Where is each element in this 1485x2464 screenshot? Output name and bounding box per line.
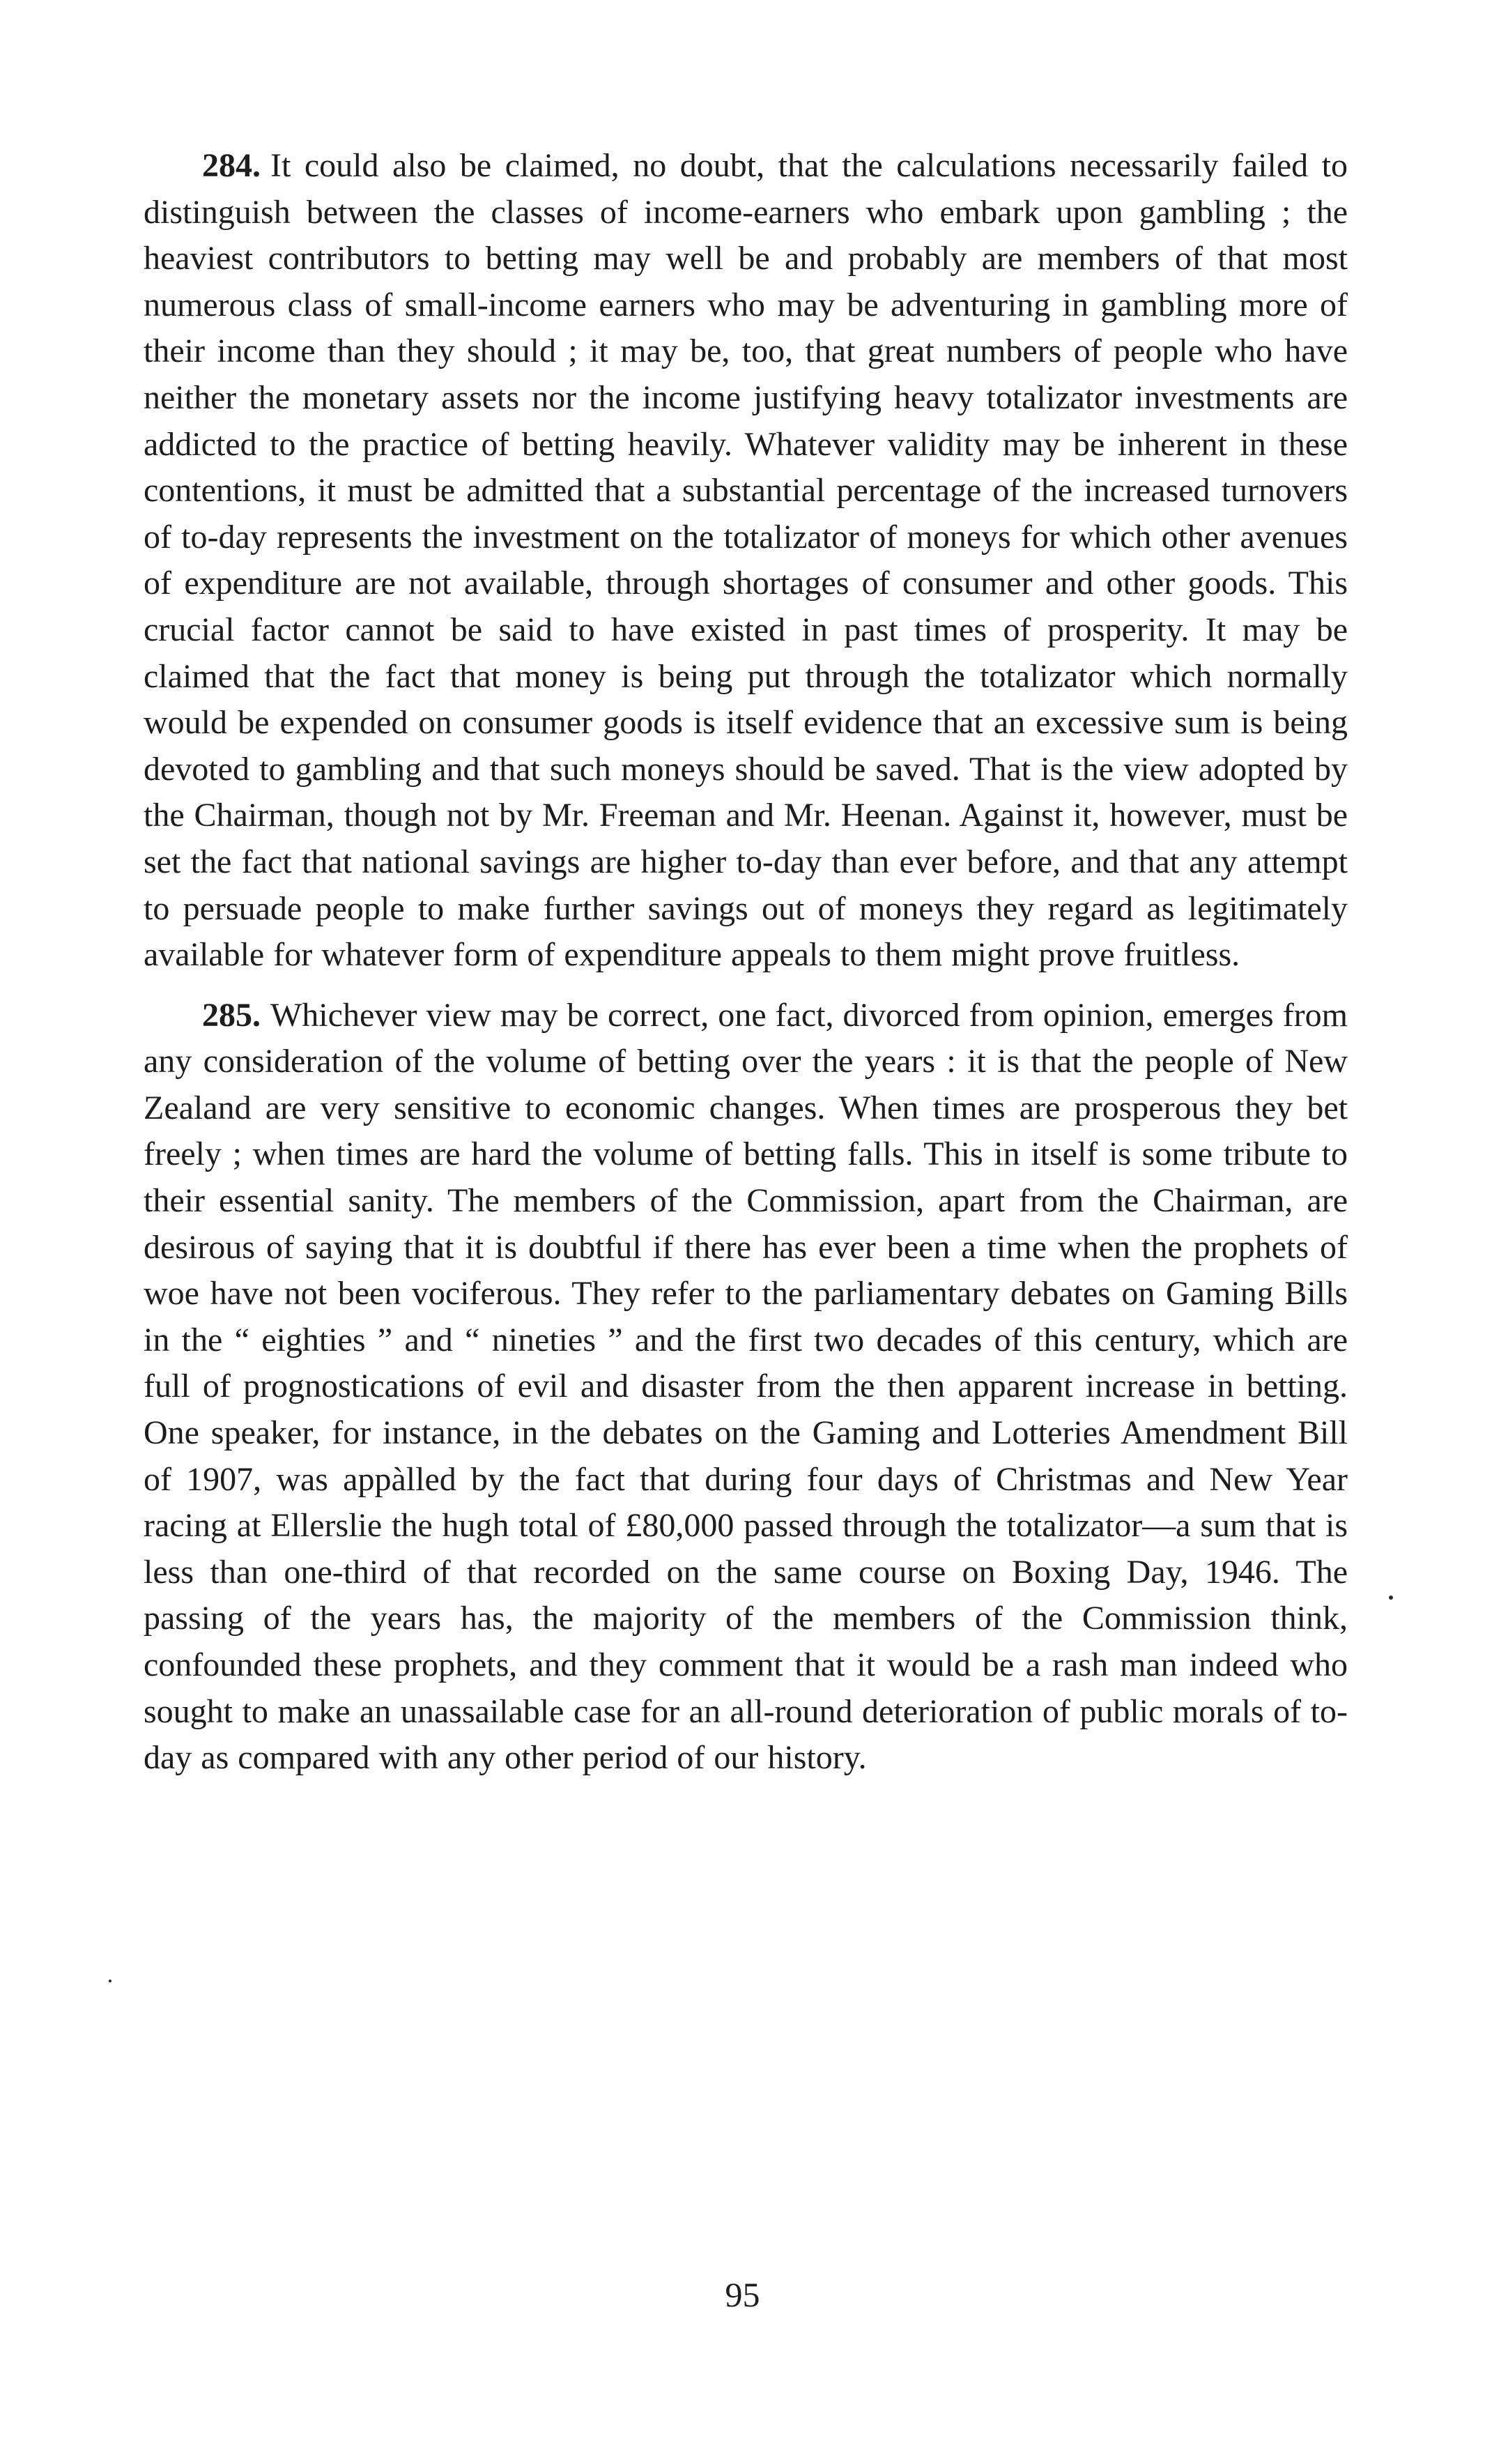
paragraph-284 xyxy=(144,143,1348,979)
document-page xyxy=(144,143,1348,1782)
paragraph-285 xyxy=(144,993,1348,1782)
paragraph-text: It could also be claimed, no doubt, that the calculations necessarily failed to distinguish between the classes of income-earners who embark upon gambling ; the heaviest contributors to betting may well be and probably are members of that most numerous class of small-income earners who may be adventuring in gambling more of their income than they should ; it may be, too, that great numbers of people who have neither the monetary assets nor the income justifying heavy totalizator investments are addicted to the practice of betting heavily. Whatever validity may be inherent in these contentions, it must be admitted that a substantial percentage of the increased turnovers of to-day represents the investment on the totalizator of moneys for which other avenues of expenditure are not available, through shortages of consumer and other goods. This crucial factor cannot be said to have existed in past times of prosperity. It may be claimed that the fact that money is being put through the totalizator which normally would be expended on consumer goods is itself evidence that an excessive sum is being devoted to gambling and that such moneys should be saved. That is the view adopted by the Chairman, though not by Mr. Freeman and Mr. Heenan. Against it, however, must be set the fact that national savings are higher to-day than ever before, and that any attempt to persuade people to make further savings out of moneys they regard as legitimately available for whatever form of expenditure appeals to them might prove fruitless. xyxy=(144,147,1348,974)
paragraph-text: Whichever view may be correct, one fact, divorced from opinion, emerges from any consideration of the volume of betting over the years : it is that the people of New Zealand are very sensitive to economic changes. When times are prosperous they bet freely ; when times are hard the volume of betting falls. This in itself is some tribute to their essential sanity. The members of the Commission, apart from the Chairman, are desirous of saying that it is doubtful if there has ever been a time when the prophets of woe have not been vociferous. They refer to the parliamentary debates on Gaming Bills in the “ eighties ” and “ nineties ” and the first two decades of this century, which are full of prognostications of evil and disaster from the then apparent increase in betting. One speaker, for instance, in the debates on the Gaming and Lotteries Amendment Bill of 1907, was appàlled by the fact that during four days of Christmas and New Year racing at Ellerslie the hugh total of £80,000 passed through the totalizator—a sum that is less than one-third of that recorded on the same course on Boxing Day, 1946. The passing of the years has, the majority of the members of the Commission think, confounded these prophets, and they comment that it would be a rash man indeed who sought to make an unassailable case for an all-round deterioration of public morals of to-day as compared with any other period of our history. xyxy=(144,996,1348,1777)
page-number: 95 xyxy=(725,2275,760,2314)
paragraph-number: 284. xyxy=(202,147,261,184)
paragraph-number: 285. xyxy=(202,996,261,1034)
scan-speck xyxy=(109,1980,111,1982)
scan-speck xyxy=(1389,1596,1393,1600)
